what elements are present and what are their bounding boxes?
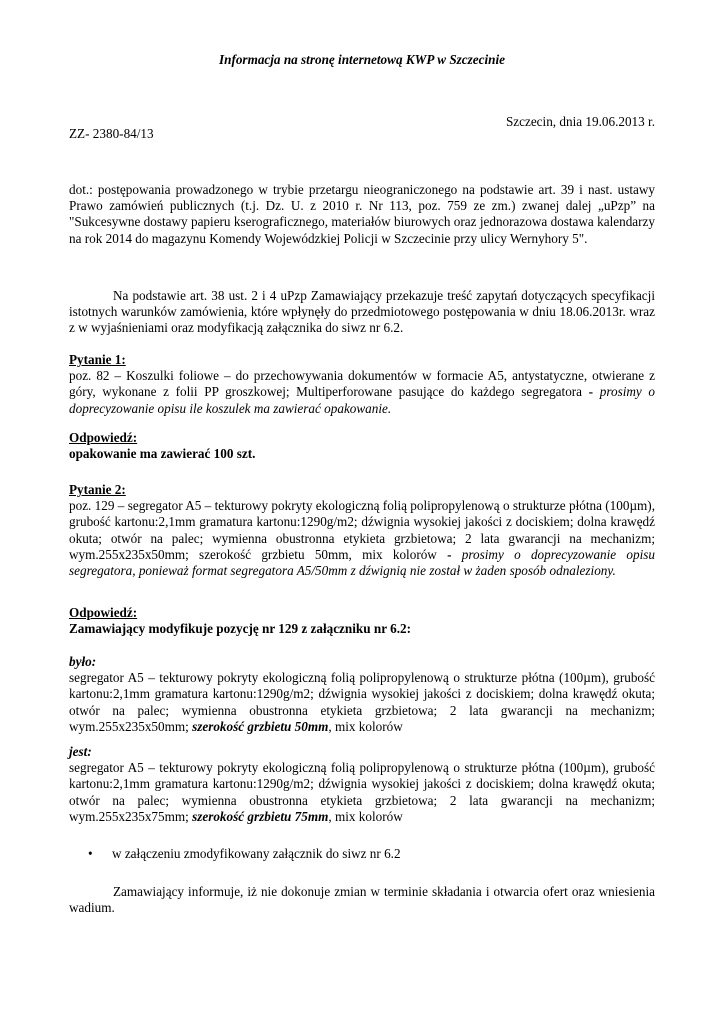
- was-tail: , mix kolorów: [328, 718, 403, 734]
- was-spine-width: szerokość grzbietu 50mm: [192, 718, 329, 734]
- closing-paragraph: Zamawiający informuje, iż nie dokonuje zmian w terminie składania i otwarcia ofert oraz wniesienia wadium.: [69, 884, 655, 916]
- question-2-text: poz. 129 – segregator A5 – tekturowy pokryty ekologiczną folią polipropylenową o strukturze płótna (100µm), grubość kartonu:2,1mm gramatura kartonu:1290g/m2; dźwignia wysokiej jakości z dociskiem; dolna krawędź okuta; otwór na palec; wymienna obustronna etykieta grzbietowa; 2 lata gwarancji na mechanizm; wym.255x235x50mm; szerokość grzbietu 50mm, mix kolorów: [69, 498, 655, 562]
- answer-2: [69, 605, 655, 637]
- intro-paragraph: Na podstawie art. 38 ust. 2 i 4 uPzp Zamawiający przekazuje treść zapytań dotyczących specyfikacji istotnych warunków zamówienia, które wpłynęły do przedmiotowego postępowania w dniu 18.06.2013r. wraz z w wyjaśnieniami oraz modyfikacją załącznika do siwz nr 6.2.: [69, 288, 655, 336]
- question-1-request: prosimy o doprecyzowanie opisu ile koszulek ma zawierać opakowanie.: [69, 384, 655, 416]
- question-2-dash: -: [436, 546, 462, 562]
- subject-paragraph: dot.: postępowania prowadzonego w trybie przetargu nieograniczonego na podstawie art. 39 i nast. ustawy Prawo zamówień publicznych (t.j. Dz. U. z 2010 r. Nr 113, poz. 759 ze zm.) zwanej dalej „uPzp” na "Sukcesywne dostawy papieru kserograficznego, materiałów biurowych oraz jednorazowa dostawa kalendarzy na rok 2014 do magazynu Komendy Wojewódzkiej Policji w Szczecinie przy ulicy Wernyhory 5".: [69, 182, 655, 246]
- is-label: jest:: [69, 744, 92, 759]
- attachment-note: w załączeniu zmodyfikowany załącznik do siwz nr 6.2: [112, 846, 401, 861]
- is-tail: , mix kolorów: [328, 808, 403, 824]
- bullet-icon: •: [88, 846, 93, 861]
- answer-1-heading: Odpowiedź:: [69, 430, 138, 445]
- is-section: [69, 744, 655, 825]
- question-1: [69, 352, 655, 417]
- question-2: [69, 482, 655, 579]
- answer-1-text: opakowanie ma zawierać 100 szt.: [69, 446, 256, 462]
- answer-2-text: Zamawiający modyfikuje pozycję nr 129 z załączniku nr 6.2:: [69, 621, 411, 637]
- page-title: Informacja na stronę internetową KWP w Szczecinie: [218, 52, 505, 67]
- answer-1: [69, 430, 655, 462]
- question-1-text: poz. 82 – Koszulki foliowe – do przechowywania dokumentów w formacie A5, antystatyczne, otwierane z góry, wykonane z folii PP groszkowej; Multiperforowane pasujące do każdego segregatora: [69, 368, 655, 400]
- is-spine-width: szerokość grzbietu 75mm: [192, 808, 329, 824]
- reference-number: ZZ- 2380-84/13: [69, 126, 154, 141]
- question-1-heading: Pytanie 1:: [69, 352, 126, 367]
- document-date: Szczecin, dnia 19.06.2013 r.: [505, 114, 655, 129]
- is-text: segregator A5 – tekturowy pokryty ekologiczną folią polipropylenową o strukturze płótna (100µm), grubość kartonu:2,1mm gramatura kartonu:1290g/m2; dźwignia wysokiej jakości z dociskiem; dolna krawędź okuta; otwór na palec; wymienna obustronna etykieta grzbietowa; 2 lata gwarancji na mechanizm; wym.255x235x75mm;: [69, 760, 655, 824]
- attachment-bullet: [88, 846, 401, 862]
- was-section: [69, 654, 655, 735]
- question-2-request: prosimy o doprecyzowanie opisu segregatora, ponieważ format segregatora A5/50mm z dźwignią nie został w żaden sposób odnaleziony.: [69, 546, 656, 579]
- question-2-heading: Pytanie 2:: [69, 482, 126, 497]
- answer-2-heading: Odpowiedź:: [69, 605, 138, 620]
- was-label: było:: [69, 654, 97, 669]
- was-text: segregator A5 – tekturowy pokryty ekologiczną folią polipropylenową o strukturze płótna (100µm), grubość kartonu:2,1mm gramatura kartonu:1290g/m2; dźwignia wysokiej jakości z dociskiem; dolna krawędź okuta; otwór na palec; wymienna obustronna etykieta grzbietowa; 2 lata gwarancji na mechanizm; wym.255x235x50mm;: [69, 670, 655, 734]
- question-1-dash: -: [582, 384, 600, 400]
